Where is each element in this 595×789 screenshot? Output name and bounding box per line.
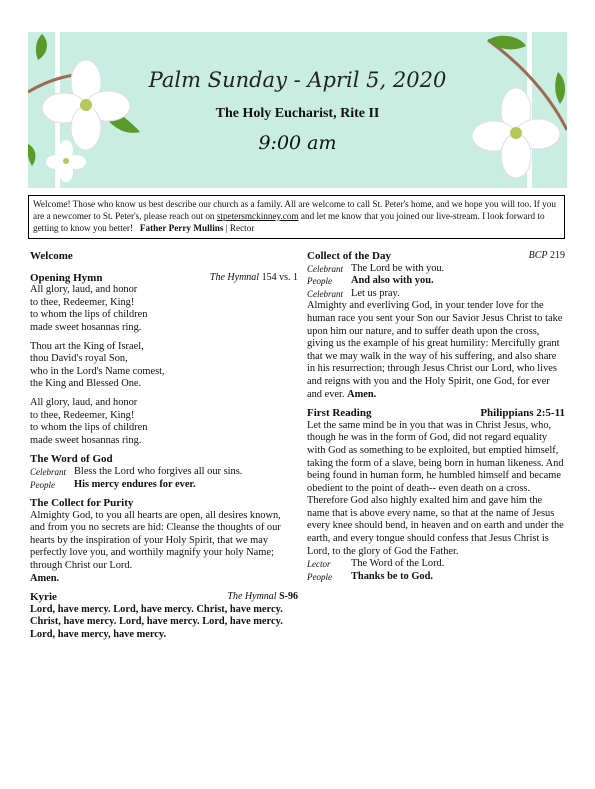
hymn-number: 154 vs. 1 (261, 271, 298, 283)
collect-day-text: Almighty and everliving God, in your tender love for the human race you sent your Son our Savior Jesus Christ to take upon him our nature, and to suffer death upon the cross, giving us the example of his great humility: Mercifully grant that we may walk in the way of his suffering, and also share in his resurrection; through Jesus Christ our Lord, who lives and reigns with you and the Holy Spirit, one God, for ever and ever. Amen. (307, 300, 563, 400)
lector-response: Lector The Word of the Lord. (307, 558, 445, 570)
service-title: Palm Sunday - April 5, 2020 (148, 68, 447, 92)
amen: Amen. (30, 572, 60, 584)
right-column (307, 250, 565, 583)
celebrant-response: Celebrant Bless the Lord who forgives all our sins. (30, 465, 243, 477)
word-of-god-heading: The Word of God (30, 453, 113, 466)
hymn-stanza: All glory, laud, and honor to thee, Redeemer, King! to whom the lips of children made sweet hosannas ring. (30, 396, 148, 446)
kyrie-text: Lord, have mercy. Lord, have mercy. Christ, have mercy. Christ, have mercy. Lord, have mercy. Lord, have mercy. Lord, have mercy, have mercy. (30, 603, 283, 641)
header-banner (28, 32, 567, 188)
opening-hymn-heading: Opening Hymn The Hymnal 154 vs. 1 (30, 271, 298, 284)
people-response: People Thanks be to God. (307, 570, 433, 582)
first-reading-text: Let the same mind be in you that was in Christ Jesus, who, though he was in the form of God, did not regard equality with God as something to be exploited, but emptied himself, taking the form of a slave, being born in human likeness. And being found in human form, he humbled himself and became obedient to the point of death-- even death on a cross. Therefore God also highly exalted him and gave him the name that is above every name, so that at the name of Jesus every knee should bend, in heaven and on earth and under the earth, and every tongue should confess that Jesus Christ is Lord, to the glory of God the Father. (307, 419, 564, 557)
signature-role: | Rector (225, 223, 255, 233)
people-response: People His mercy endures for ever. (30, 478, 196, 490)
amen: Amen. (347, 388, 377, 400)
service-time: 9:00 am (258, 132, 337, 154)
welcome-text: Welcome! Those who know us best describe our church as a family. All are welcome to call St. Peter's home, and we hope you will too. If you are a newcomer to St. Peter's, please reach out on (33, 199, 556, 221)
collect-day-heading: Collect of the Day BCP 219 (307, 250, 565, 262)
welcome-text-cont: and let me know that you joined our live-stream. I look forward to getting to know you better! (33, 211, 545, 233)
service-subtitle: The Holy Eucharist, Rite II (215, 106, 380, 121)
collect-purity-text: Almighty God, to you all hearts are open, all desires known, and from you no secrets are hid: Cleanse the thoughts of our hearts by the inspiration of your Holy Spirit, that we may perfectly love you, and worthily magnify your holy Name; through Christ our Lord. (30, 509, 281, 572)
celebrant-response: Celebrant The Lord be with you. (307, 262, 445, 274)
first-reading-heading: First Reading Philippians 2:5-11 (307, 407, 565, 420)
hymnal-source: The Hymnal (209, 271, 260, 283)
website-link[interactable]: stpetersmckinney.com (216, 211, 299, 221)
kyrie-heading: Kyrie The Hymnal S-96 (30, 591, 298, 604)
people-response: People And also with you. (307, 275, 434, 287)
collect-purity-heading: The Collect for Purity (30, 497, 134, 510)
celebrant-response: Celebrant Let us pray. (307, 287, 400, 299)
welcome-heading: Welcome (30, 250, 73, 262)
signature-name: Father Perry Mullins (139, 223, 224, 233)
left-column (30, 250, 298, 642)
hymn-stanza: All glory, laud, and honor to thee, Redeemer, King! to whom the lips of children made sweet hosannas ring. (30, 284, 148, 333)
scripture-reference: Philippians 2:5-11 (480, 407, 565, 420)
hymn-stanza: Thou art the King of Israel, thou David's royal Son, who in the Lord's Name comest, the King and Blessed One. (30, 340, 165, 390)
welcome-message-box (28, 195, 565, 239)
